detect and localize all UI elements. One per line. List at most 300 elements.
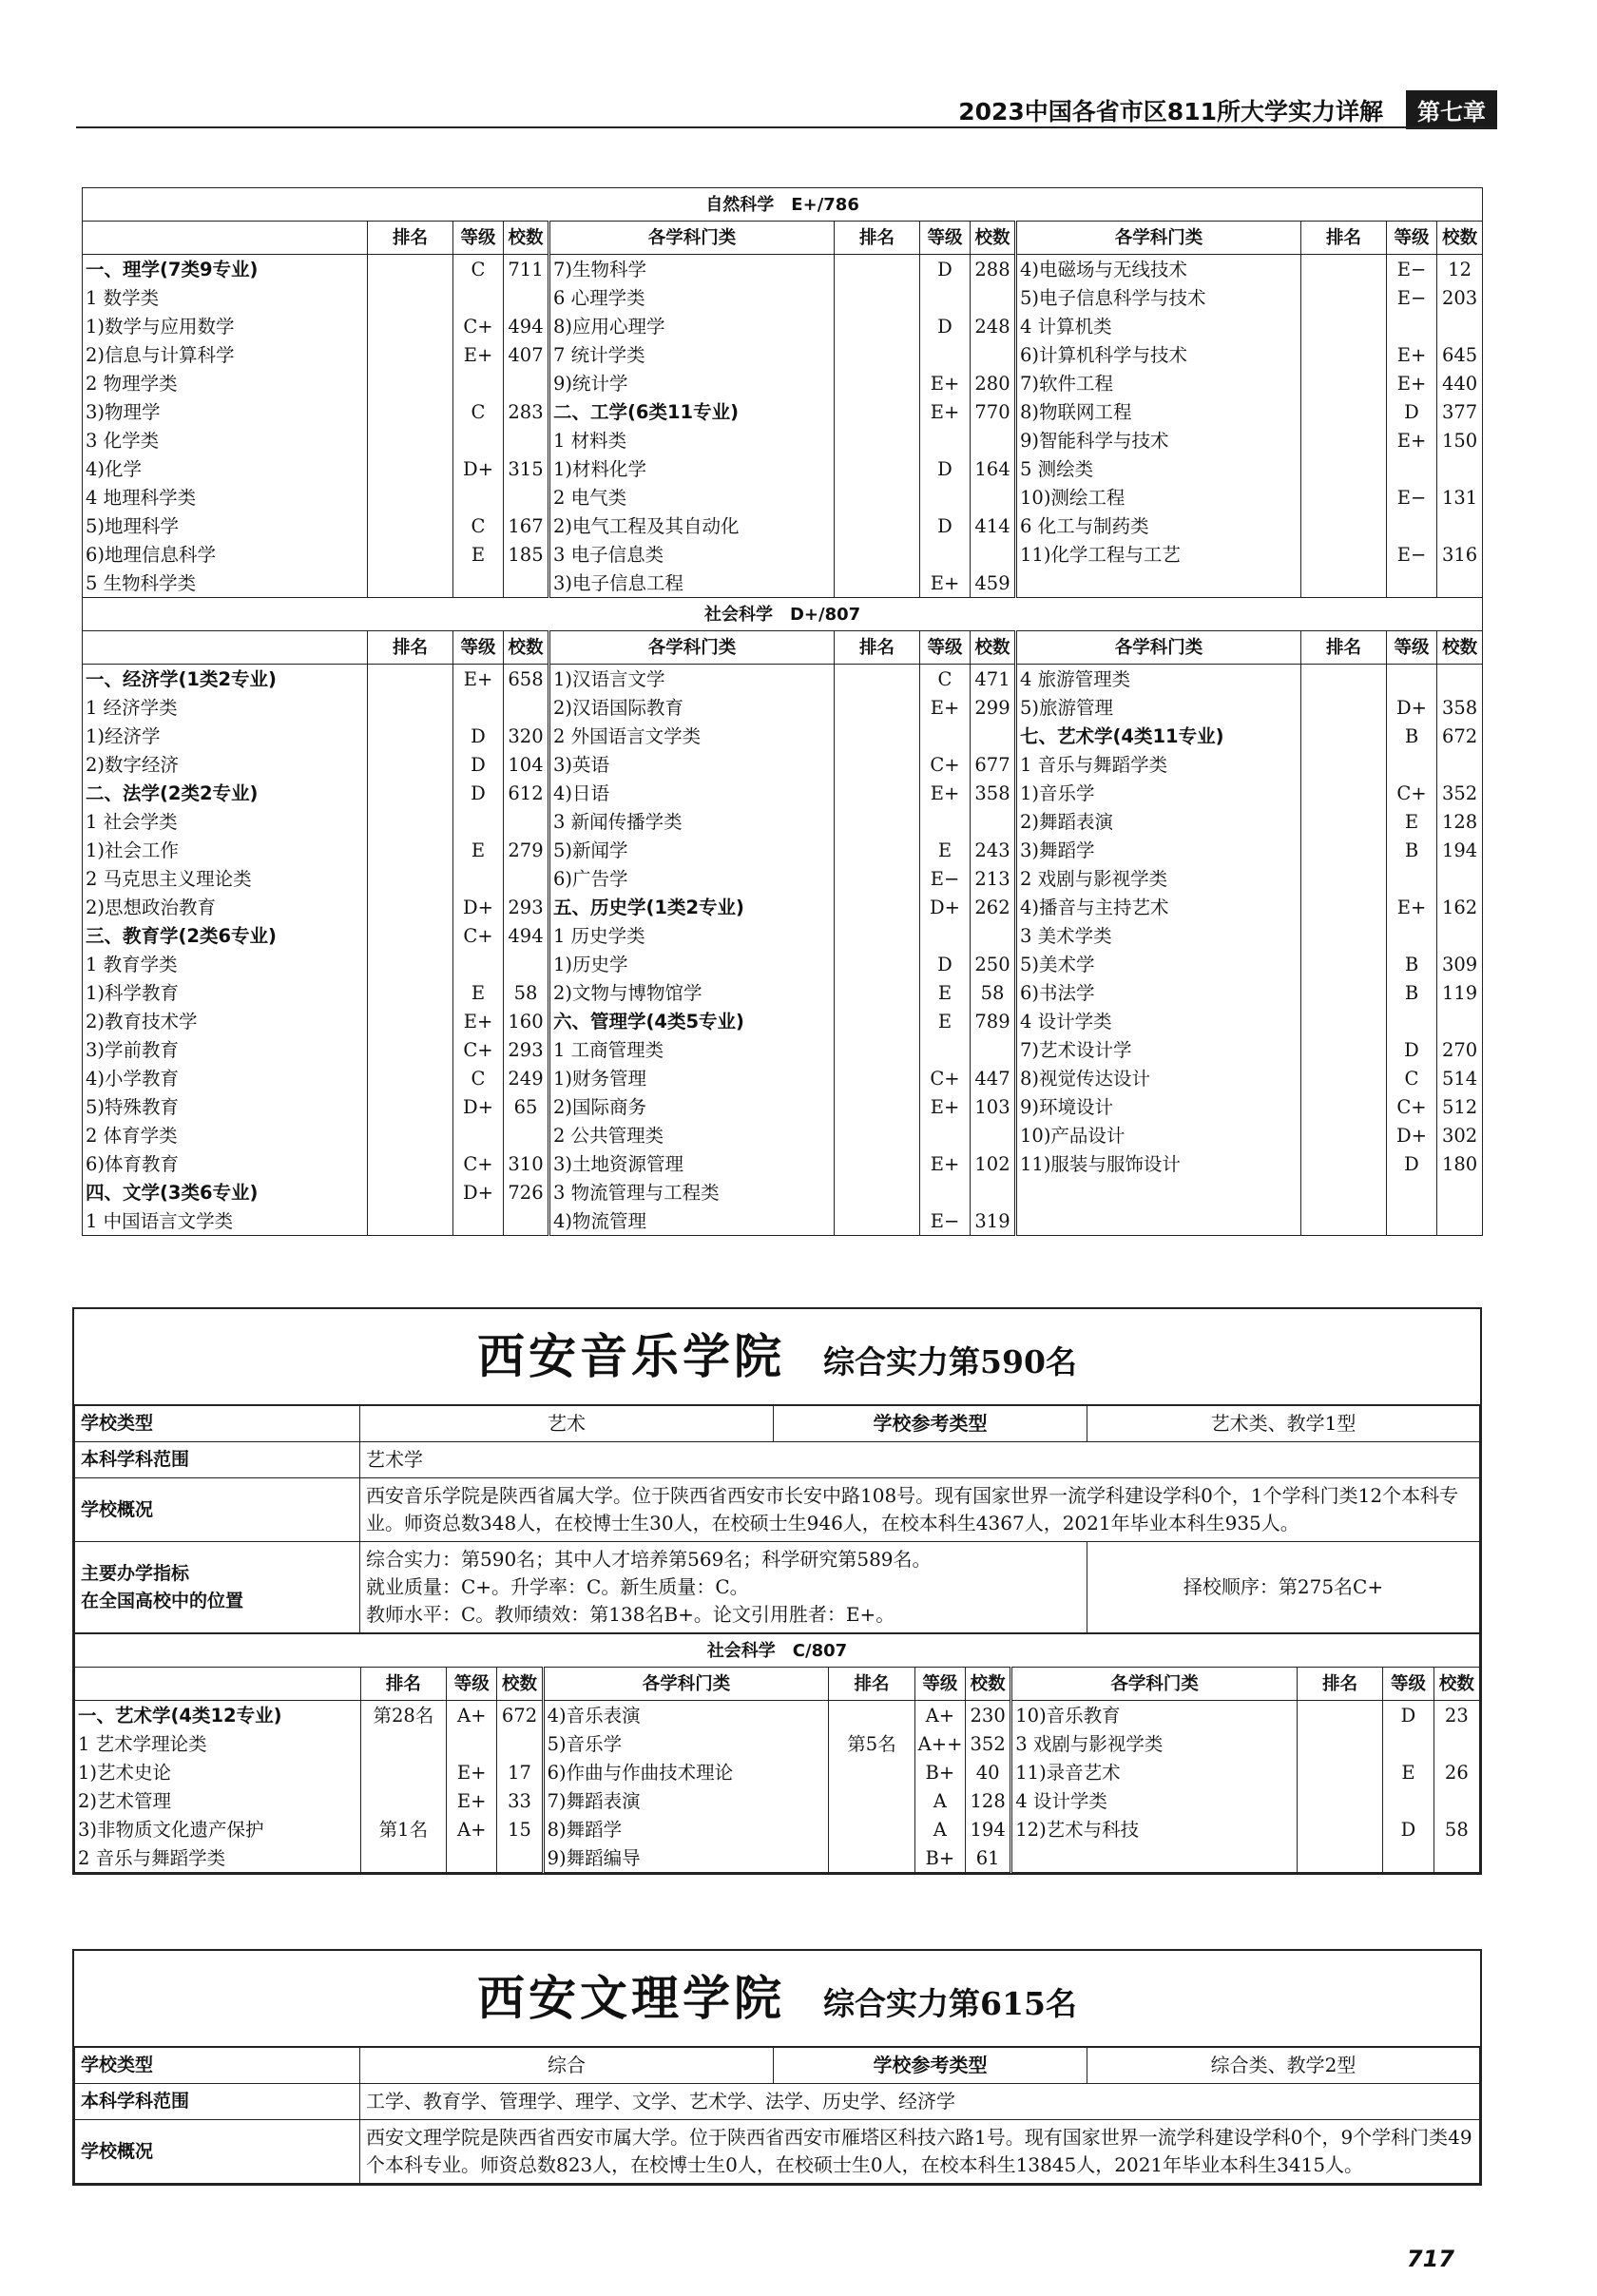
count-value: 358 — [1437, 693, 1483, 722]
rank-value — [1301, 454, 1387, 483]
grade-value: E — [453, 540, 504, 569]
table-row — [83, 1178, 1483, 1206]
table-row — [83, 950, 1483, 978]
ref-type-label: 学校参考类型 — [774, 1406, 1087, 1442]
discipline-name: 4 计算机类 — [1016, 312, 1301, 340]
rank-value — [1301, 283, 1387, 312]
table-row — [83, 283, 1483, 312]
grade-value — [453, 1206, 504, 1236]
table-row — [83, 864, 1483, 893]
count-value: 352 — [1437, 779, 1483, 807]
discipline-name: 12)艺术与科技 — [1011, 1815, 1298, 1843]
count-value: 262 — [971, 893, 1016, 921]
header-count: 校数 — [1437, 222, 1483, 255]
discipline-name: 5)新闻学 — [549, 836, 835, 864]
count-value — [1437, 665, 1483, 694]
header-discipline: 各学科门类 — [543, 1668, 829, 1701]
grade-value — [1387, 569, 1437, 598]
discipline-name: 1)艺术史论 — [75, 1758, 361, 1786]
indicator-label — [75, 1542, 360, 1633]
discipline-name: 9)舞蹈编导 — [543, 1843, 829, 1873]
count-value — [504, 950, 549, 978]
discipline-name: 4)播音与主持艺术 — [1016, 893, 1301, 921]
rank-value — [1301, 397, 1387, 426]
count-value: 711 — [504, 255, 549, 284]
grade-value — [920, 807, 971, 836]
rank-value — [1301, 340, 1387, 369]
grade-value: E− — [1387, 283, 1437, 312]
rank-value — [368, 807, 453, 836]
column-header-row — [75, 1668, 1480, 1701]
count-value: 58 — [504, 978, 549, 1007]
discipline-name: 3)英语 — [549, 750, 835, 779]
grade-value — [1387, 921, 1437, 950]
table-row — [83, 540, 1483, 569]
rank-value — [835, 950, 920, 978]
count-value — [504, 283, 549, 312]
count-value: 167 — [504, 511, 549, 540]
rank-value — [835, 693, 920, 722]
discipline-name: 一、理学(7类9专业) — [83, 255, 368, 284]
discipline-name: 7)生物科学 — [549, 255, 835, 284]
grade-value: E+ — [453, 1007, 504, 1035]
discipline-name: 三、教育学(2类6专业) — [83, 921, 368, 950]
discipline-name: 七、艺术学(4类11专业) — [1016, 722, 1301, 750]
count-value: 203 — [1437, 283, 1483, 312]
discipline-name: 6)计算机科学与技术 — [1016, 340, 1301, 369]
grade-value: D+ — [453, 454, 504, 483]
grade-value: A+ — [447, 1701, 497, 1730]
uni-title — [74, 1951, 1480, 2047]
table-row — [83, 893, 1483, 921]
count-value: 33 — [497, 1786, 543, 1815]
count-value: 23 — [1433, 1701, 1479, 1730]
discipline-name: 3)非物质文化遗产保护 — [75, 1815, 361, 1843]
rank-value — [835, 454, 920, 483]
count-value: 213 — [971, 864, 1016, 893]
rank-value — [1301, 312, 1387, 340]
uni-rank: 综合实力第615名 — [823, 1985, 1077, 2022]
count-value: 185 — [504, 540, 549, 569]
count-value: 672 — [1437, 722, 1483, 750]
grade-value: C+ — [453, 921, 504, 950]
rank-value — [368, 426, 453, 454]
page-number: 717 — [1406, 2246, 1454, 2272]
grade-value — [453, 1121, 504, 1149]
rank-value — [835, 1149, 920, 1178]
grade-value: D — [453, 779, 504, 807]
count-value: 726 — [504, 1178, 549, 1206]
discipline-name: 3 化学类 — [83, 426, 368, 454]
header-discipline: 各学科门类 — [549, 222, 835, 255]
count-value — [1437, 454, 1483, 483]
table-row — [83, 722, 1483, 750]
grade-value: B+ — [914, 1758, 965, 1786]
scope-label: 本科学科范围 — [75, 1442, 360, 1478]
rank-value — [835, 807, 920, 836]
count-value: 17 — [497, 1758, 543, 1786]
section-label: 社会科学 D+/807 — [83, 598, 1483, 631]
grade-value: E+ — [1387, 340, 1437, 369]
discipline-name: 5)特殊教育 — [83, 1092, 368, 1121]
rank-value: 第1名 — [360, 1815, 446, 1843]
grade-value: A+ — [914, 1701, 965, 1730]
rank-value — [835, 540, 920, 569]
count-value: 128 — [1437, 807, 1483, 836]
count-value: 162 — [1437, 893, 1483, 921]
count-value: 407 — [504, 340, 549, 369]
rank-value — [835, 1206, 920, 1236]
discipline-name: 1 中国语言文学类 — [83, 1206, 368, 1236]
discipline-name: 8)应用心理学 — [549, 312, 835, 340]
grade-value: E+ — [920, 397, 971, 426]
header-discipline — [83, 222, 368, 255]
discipline-name: 11)化学工程与工艺 — [1016, 540, 1301, 569]
header-discipline: 各学科门类 — [1016, 222, 1301, 255]
discipline-name: 5)电子信息科学与技术 — [1016, 283, 1301, 312]
discipline-name: 5 测绘类 — [1016, 454, 1301, 483]
grade-value — [447, 1729, 497, 1758]
count-value — [504, 864, 549, 893]
choice-order: 择校顺序：第275名C+ — [1087, 1542, 1480, 1633]
rank-value — [1301, 978, 1387, 1007]
grade-value — [1387, 665, 1437, 694]
indicator-text — [360, 1542, 1087, 1633]
grade-value: C — [920, 665, 971, 694]
grade-value: A — [914, 1815, 965, 1843]
count-value — [971, 807, 1016, 836]
discipline-name: 7)软件工程 — [1016, 369, 1301, 397]
rank-value — [368, 779, 453, 807]
section-header-row — [83, 598, 1483, 631]
header-rule — [76, 126, 1497, 128]
table-row — [83, 1035, 1483, 1064]
count-value — [971, 340, 1016, 369]
grade-value: E — [1387, 807, 1437, 836]
grade-value — [1387, 864, 1437, 893]
rank-value — [368, 750, 453, 779]
count-value — [504, 1121, 549, 1149]
discipline-name: 2 体育学类 — [83, 1121, 368, 1149]
ref-type-value: 艺术类、教学1型 — [1087, 1406, 1480, 1442]
table-row — [75, 1786, 1480, 1815]
discipline-name: 6 心理学类 — [549, 283, 835, 312]
discipline-name: 1 经济学类 — [83, 693, 368, 722]
discipline-name: 7)艺术设计学 — [1016, 1035, 1301, 1064]
discipline-name: 二、工学(6类11专业) — [549, 397, 835, 426]
rank-value — [368, 1121, 453, 1149]
rank-value — [368, 1007, 453, 1035]
rank-value — [1301, 511, 1387, 540]
indicator-label-line: 在全国高校中的位置 — [81, 1590, 244, 1611]
count-value: 280 — [971, 369, 1016, 397]
grade-value — [920, 1178, 971, 1206]
type-label: 学校类型 — [75, 1406, 360, 1442]
rank-value — [1301, 369, 1387, 397]
rank-value — [368, 1178, 453, 1206]
grade-value — [453, 950, 504, 978]
count-value: 150 — [1437, 426, 1483, 454]
count-value: 302 — [1437, 1121, 1483, 1149]
grade-value: E− — [920, 1206, 971, 1236]
count-value — [504, 807, 549, 836]
discipline-name: 3 美术学类 — [1016, 921, 1301, 950]
header-rank: 排名 — [835, 631, 920, 665]
grade-value: D — [1383, 1701, 1433, 1730]
grade-value: D — [1387, 1035, 1437, 1064]
count-value — [1437, 1178, 1483, 1206]
count-value — [1437, 511, 1483, 540]
discipline-name: 10)音乐教育 — [1011, 1701, 1298, 1730]
discipline-name: 6)地理信息科学 — [83, 540, 368, 569]
grade-value: C+ — [453, 1035, 504, 1064]
grade-value: E− — [920, 864, 971, 893]
rank-value — [1301, 540, 1387, 569]
rank-value — [368, 978, 453, 1007]
grade-value: E+ — [1387, 369, 1437, 397]
uni-name: 西安文理学院 — [477, 1970, 786, 2026]
rank-value — [1297, 1843, 1382, 1873]
grade-value: E — [920, 978, 971, 1007]
header-grade: 等级 — [1387, 631, 1437, 665]
discipline-name: 2)教育技术学 — [83, 1007, 368, 1035]
grade-value — [1387, 312, 1437, 340]
count-value — [971, 426, 1016, 454]
discipline-name: 1 音乐与舞蹈学类 — [1016, 750, 1301, 779]
scope-value: 工学、教育学、管理学、理学、文学、艺术学、法学、历史学、经济学 — [360, 2084, 1480, 2120]
rank-value — [368, 511, 453, 540]
count-value: 230 — [966, 1701, 1011, 1730]
rank-value — [1301, 693, 1387, 722]
discipline-name: 2 戏剧与影视学类 — [1016, 864, 1301, 893]
discipline-name: 9)统计学 — [549, 369, 835, 397]
grade-value: E — [920, 836, 971, 864]
grade-value: E+ — [453, 665, 504, 694]
grade-value: D — [1387, 1149, 1437, 1178]
rank-value — [835, 665, 920, 694]
indicator-line: 综合实力：第590名；其中人才培养第569名；科学研究第589名。 — [366, 1548, 932, 1571]
count-value: 58 — [971, 978, 1016, 1007]
count-value: 293 — [504, 893, 549, 921]
discipline-name: 3)土地资源管理 — [549, 1149, 835, 1178]
count-value: 494 — [504, 921, 549, 950]
rank-value — [368, 864, 453, 893]
grade-value: E+ — [920, 693, 971, 722]
grade-value — [920, 1121, 971, 1149]
count-value — [1437, 1007, 1483, 1035]
rank-value — [1297, 1758, 1382, 1786]
rank-value — [829, 1758, 914, 1786]
header-rank: 排名 — [1297, 1668, 1382, 1701]
grade-value: D — [453, 722, 504, 750]
grade-value: A — [914, 1786, 965, 1815]
table-row — [83, 340, 1483, 369]
count-value — [504, 569, 549, 598]
count-value — [1433, 1843, 1479, 1873]
discipline-name: 1)历史学 — [549, 950, 835, 978]
rank-value — [368, 893, 453, 921]
grade-value: E+ — [1387, 893, 1437, 921]
count-value — [1437, 864, 1483, 893]
discipline-name: 4)化学 — [83, 454, 368, 483]
discipline-name: 5)美术学 — [1016, 950, 1301, 978]
rank-value — [1297, 1701, 1382, 1730]
header-count: 校数 — [966, 1668, 1011, 1701]
rank-value — [1301, 807, 1387, 836]
discipline-name: 4 地理科学类 — [83, 483, 368, 511]
grade-value: E — [1383, 1758, 1433, 1786]
count-value: 440 — [1437, 369, 1483, 397]
rank-value — [368, 1206, 453, 1236]
discipline-name: 2)思想政治教育 — [83, 893, 368, 921]
rank-value — [1301, 1121, 1387, 1149]
rank-value — [835, 779, 920, 807]
count-value — [1437, 1206, 1483, 1236]
rank-value — [1301, 1206, 1387, 1236]
info-table — [74, 1405, 1480, 1633]
header-count: 校数 — [504, 222, 549, 255]
discipline-name: 2)艺术管理 — [75, 1786, 361, 1815]
discipline-name: 1)财务管理 — [549, 1064, 835, 1092]
grade-value: C+ — [453, 1149, 504, 1178]
grade-value: C — [1387, 1064, 1437, 1092]
discipline-name: 3)电子信息工程 — [549, 569, 835, 598]
rank-value — [835, 569, 920, 598]
rank-value — [835, 1064, 920, 1092]
header-grade: 等级 — [920, 631, 971, 665]
grade-value: C — [453, 1064, 504, 1092]
rank-value — [368, 921, 453, 950]
table-row — [83, 483, 1483, 511]
grade-value: D+ — [1387, 1121, 1437, 1149]
count-value: 459 — [971, 569, 1016, 598]
discipline-name: 4 设计学类 — [1011, 1786, 1298, 1815]
count-value: 672 — [497, 1701, 543, 1730]
count-value: 250 — [971, 950, 1016, 978]
rank-value — [1301, 426, 1387, 454]
grade-value: E+ — [920, 779, 971, 807]
discipline-name: 1)数学与应用数学 — [83, 312, 368, 340]
discipline-name: 五、历史学(1类2专业) — [549, 893, 835, 921]
count-value: 128 — [966, 1786, 1011, 1815]
discipline-name: 6)作曲与作曲技术理论 — [543, 1758, 829, 1786]
count-value — [971, 722, 1016, 750]
discipline-name: 4)小学教育 — [83, 1064, 368, 1092]
grade-value: E+ — [920, 369, 971, 397]
discipline-name: 6)书法学 — [1016, 978, 1301, 1007]
page-header — [76, 90, 1497, 128]
grade-value: E+ — [920, 1149, 971, 1178]
count-value: 358 — [971, 779, 1016, 807]
grade-value: A+ — [447, 1815, 497, 1843]
grade-value: D — [920, 312, 971, 340]
count-value: 65 — [504, 1092, 549, 1121]
count-value — [971, 540, 1016, 569]
discipline-name: 一、经济学(1类2专业) — [83, 665, 368, 694]
rank-value — [360, 1786, 446, 1815]
rank-value — [835, 397, 920, 426]
header-discipline — [75, 1668, 361, 1701]
header-rank: 排名 — [360, 1668, 446, 1701]
rank-value — [1301, 893, 1387, 921]
table-row — [83, 511, 1483, 540]
grade-value — [1383, 1729, 1433, 1758]
rank-value — [368, 283, 453, 312]
rank-value — [1301, 836, 1387, 864]
discipline-name: 3)物理学 — [83, 397, 368, 426]
section-header-row — [83, 188, 1483, 222]
grade-value: C — [453, 397, 504, 426]
count-value: 494 — [504, 312, 549, 340]
discipline-name: 2 马克思主义理论类 — [83, 864, 368, 893]
ref-type-value: 综合类、教学2型 — [1087, 2048, 1480, 2084]
count-value — [971, 483, 1016, 511]
rank-value — [1301, 665, 1387, 694]
grade-value — [920, 340, 971, 369]
grade-value — [1387, 1007, 1437, 1035]
grade-value — [1387, 1206, 1437, 1236]
count-value: 447 — [971, 1064, 1016, 1092]
grade-value: D+ — [453, 1178, 504, 1206]
grade-value: B+ — [914, 1843, 965, 1873]
count-value: 514 — [1437, 1064, 1483, 1092]
grade-value — [920, 722, 971, 750]
count-value: 293 — [504, 1035, 549, 1064]
table-row — [83, 312, 1483, 340]
header-rank: 排名 — [835, 222, 920, 255]
discipline-name: 1)社会工作 — [83, 836, 368, 864]
section-label: 自然科学 E+/786 — [83, 188, 1483, 222]
count-value: 299 — [971, 693, 1016, 722]
header-title: 2023中国各省市区811所大学实力详解 — [958, 98, 1383, 125]
discipline-name: 2)汉语国际教育 — [549, 693, 835, 722]
grade-value: E− — [1387, 255, 1437, 284]
discipline-name: 1 材料类 — [549, 426, 835, 454]
table-row — [83, 807, 1483, 836]
rank-value — [1297, 1786, 1382, 1815]
grade-value — [453, 807, 504, 836]
table-row — [83, 1206, 1483, 1236]
rank-value — [1301, 1149, 1387, 1178]
count-value: 102 — [971, 1149, 1016, 1178]
discipline-name: 2)电气工程及其自动化 — [549, 511, 835, 540]
count-value — [1437, 569, 1483, 598]
rank-value — [1301, 921, 1387, 950]
header-discipline: 各学科门类 — [1011, 1668, 1298, 1701]
table-row — [83, 779, 1483, 807]
discipline-name: 1 历史学类 — [549, 921, 835, 950]
discipline-name: 2)舞蹈表演 — [1016, 807, 1301, 836]
discipline-name: 10)产品设计 — [1016, 1121, 1301, 1149]
count-value: 103 — [971, 1092, 1016, 1121]
count-value — [1437, 750, 1483, 779]
discipline-name: 1)材料化学 — [549, 454, 835, 483]
grade-value — [453, 569, 504, 598]
header-count: 校数 — [1433, 1668, 1479, 1701]
discipline-name: 5)旅游管理 — [1016, 693, 1301, 722]
rank-value — [1301, 779, 1387, 807]
table-row — [83, 693, 1483, 722]
grade-value: E+ — [453, 340, 504, 369]
discipline-name: 7 统计学类 — [549, 340, 835, 369]
count-value: 15 — [497, 1815, 543, 1843]
grade-value: D — [1387, 397, 1437, 426]
indicator-line: 就业质量：C+。升学率：C。新生质量：C。 — [366, 1575, 749, 1598]
count-value: 279 — [504, 836, 549, 864]
grade-value: E — [453, 978, 504, 1007]
header-grade: 等级 — [453, 222, 504, 255]
discipline-name: 2 电气类 — [549, 483, 835, 511]
